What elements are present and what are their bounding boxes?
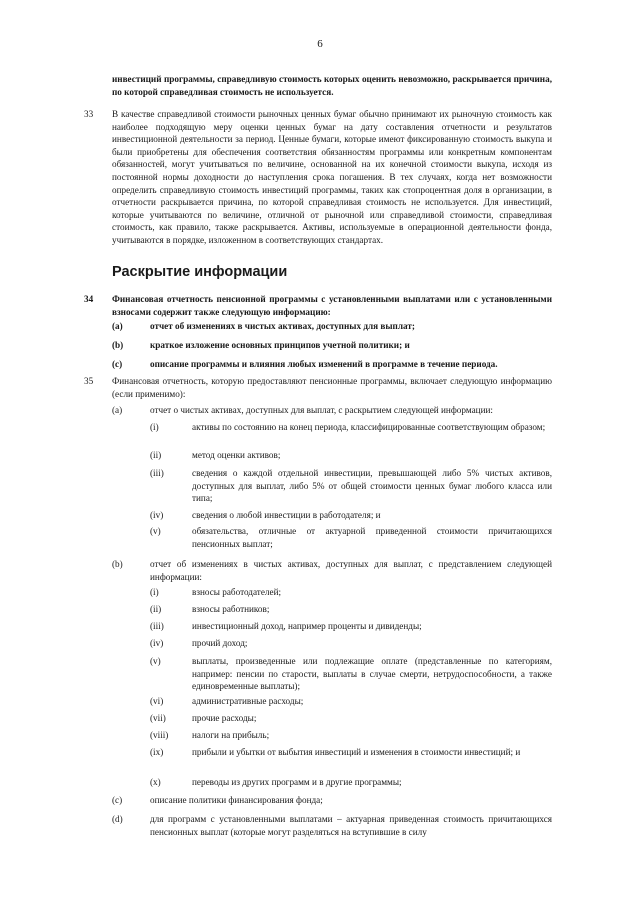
list-label: (b) bbox=[112, 340, 124, 350]
sublist-label: (x) bbox=[150, 777, 161, 787]
paragraph-number: 33 bbox=[84, 109, 94, 119]
list-label: (c) bbox=[112, 359, 123, 369]
paragraph-number: 35 bbox=[84, 376, 94, 386]
list-item: для программ с установленными выплатами – актуарная приведенная стоимость причитающихся пенсионных выплат (которые могут разделяться на вступившие в силу bbox=[150, 814, 552, 837]
paragraph-34: Финансовая отчетность пенсионной программы с установленными выплатами или с установленными взносами содержит также следующую информацию: bbox=[112, 294, 552, 317]
sublist-item: административные расходы; bbox=[192, 696, 304, 706]
sublist-item: прочие расходы; bbox=[192, 713, 257, 723]
sublist-label: (iii) bbox=[150, 468, 164, 478]
list-label: (a) bbox=[112, 321, 123, 331]
list-item: описание программы и влияния любых изменений в программе в течение периода. bbox=[150, 359, 498, 369]
page-number: 6 bbox=[317, 38, 323, 50]
sublist-item: активы по состоянию на конец периода, классифицированные соответствующим образом; bbox=[192, 422, 546, 432]
sublist-label: (vii) bbox=[150, 713, 166, 723]
sublist-label: (v) bbox=[150, 656, 161, 666]
sublist-item: инвестиционный доход, например проценты и дивиденды; bbox=[192, 621, 422, 631]
sublist-item: налоги на прибыль; bbox=[192, 730, 270, 740]
sublist-label: (ix) bbox=[150, 747, 164, 757]
list-label: (b) bbox=[112, 559, 123, 569]
sublist-label: (ii) bbox=[150, 450, 162, 460]
sublist-item: взносы работников; bbox=[192, 604, 270, 614]
list-item: описание политики финансирования фонда; bbox=[150, 795, 323, 805]
sublist-label: (ii) bbox=[150, 604, 162, 614]
list-item: отчет о чистых активах, доступных для выплат, с раскрытием следующей информации: bbox=[150, 405, 493, 415]
list-label: (d) bbox=[112, 814, 123, 824]
sublist-item: переводы из других программ и в другие программы; bbox=[192, 777, 402, 787]
paragraph-35: Финансовая отчетность, которую предоставляют пенсионные программы, включает следующую информацию (если применимо): bbox=[112, 376, 552, 399]
sublist-item: сведения о каждой отдельной инвестиции, превышающей либо 5% чистых активов, доступных для выплат, либо 5% от общей стоимости ценных бумаг любого класса или типа; bbox=[192, 468, 552, 504]
paragraph-number: 34 bbox=[84, 294, 94, 304]
list-label: (c) bbox=[112, 795, 123, 805]
sublist-item: взносы работодателей; bbox=[192, 587, 282, 597]
sublist-label: (viii) bbox=[150, 730, 169, 740]
sublist-label: (iv) bbox=[150, 638, 164, 648]
list-item: отчет об изменениях в чистых активах, доступных для выплат; bbox=[150, 321, 415, 331]
sublist-label: (iii) bbox=[150, 621, 164, 631]
sublist-item: прочий доход; bbox=[192, 638, 248, 648]
list-item: отчет об изменениях в чистых активах, доступных для выплат, с представлением следующей информации: bbox=[150, 559, 552, 582]
sublist-label: (v) bbox=[150, 526, 161, 536]
section-heading: Раскрытие информации bbox=[112, 264, 288, 280]
sublist-label: (i) bbox=[150, 587, 159, 597]
sublist-item: прибыли и убытки от выбытия инвестиций и изменения в стоимости инвестиций; и bbox=[192, 747, 521, 757]
sublist-item: сведения о любой инвестиции в работодателя; и bbox=[192, 510, 381, 520]
list-item: краткое изложение основных принципов учетной политики; и bbox=[150, 340, 410, 350]
sublist-item: выплаты, произведенные или подлежащие оплате (представленные по категориям, например: пенсии по старости, выплаты в случае смерти, нетрудоспособности, а также единовременные выплаты); bbox=[192, 656, 552, 692]
sublist-item: метод оценки активов; bbox=[192, 450, 281, 460]
intro-continuation: инвестиций программы, справедливую стоимость которых оценить невозможно, раскрывается причина, по которой справедливая стоимость не используется. bbox=[112, 74, 552, 97]
paragraph-33: В качестве справедливой стоимости рыночных ценных бумаг обычно принимают их рыночную стоимость как наиболее подходящую меру оценки ценных бумаг на дату составления отчетности и результатов инвестиционной деятельности за период. Ценные бумаги, которые имеют фиксированную стоимость выкупа и были приобретены для обеспечения соответствия обязанностям программы или конкретным компонентам обязанностей, могут учитываться по величине, основанной на их конечной стоимости выкупа, исходя из постоянной нормы доходности до наступления срока погашения. В тех случаях, когда нет возможности определить справедливую стоимость инвестиций программы, таких как стопроцентная доля в организации, в отчетности раскрывается причина, по которой справедливая стоимость не используется. Для инвестиций, которые учитываются по величине, отличной от рыночной или справедливой стоимости, справедливая стоимость, как правило, также раскрывается. Активы, используемые в операционной деятельности фонда, учитываются в порядке, изложенном в соответствующих стандартах. bbox=[112, 109, 552, 245]
list-label: (a) bbox=[112, 405, 123, 415]
sublist-item: обязательства, отличные от актуарной приведенной стоимости причитающихся пенсионных выплат; bbox=[192, 526, 552, 549]
sublist-label: (i) bbox=[150, 422, 159, 432]
sublist-label: (vi) bbox=[150, 696, 164, 706]
sublist-label: (iv) bbox=[150, 510, 164, 520]
